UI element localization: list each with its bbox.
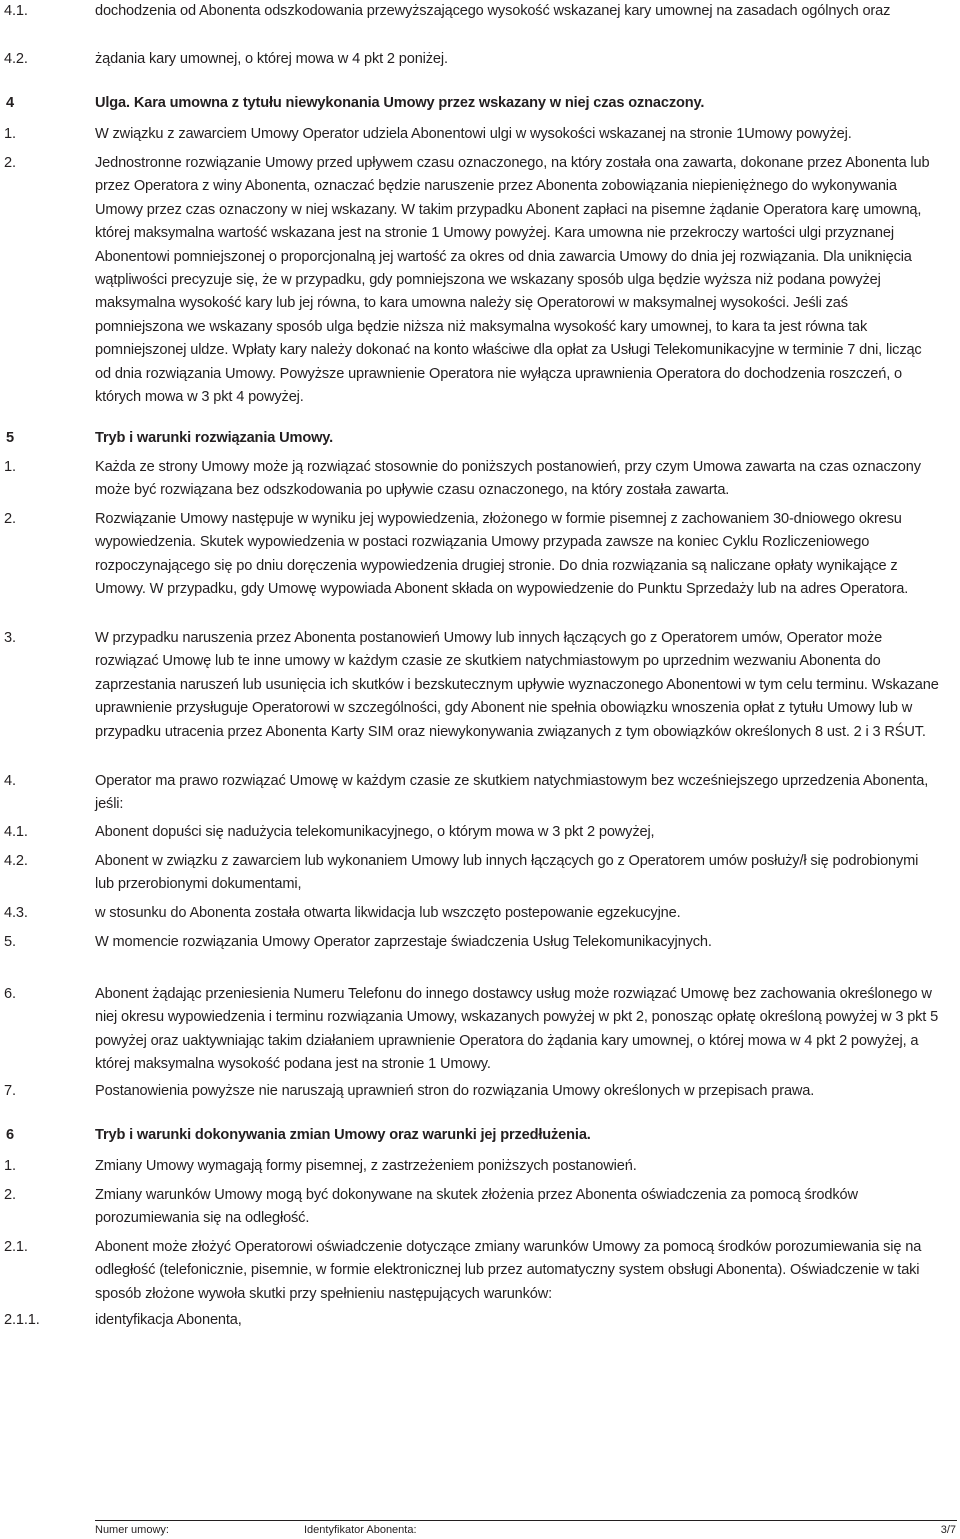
clause-number: 2. (4, 1187, 16, 1203)
clause-number: 1. (4, 126, 16, 142)
clause-text: Rozwiązanie Umowy następuje w wyniku jej wypowiedzenia, złożonego w formie pisemnej z zachowaniem 30-dniowego okresu wypowiedzenia. Skutek wypowiedzenia w postaci rozwiązania Umowy przypada zawsze na koniec Cyklu Rozliczeniowego rozpoczynającego się po dniu doręczenia wypowiedzenia drugiej stronie. Do dnia rozwiązania są naliczane opłaty wynikające z Umowy. W przypadku, gdy Umowę wypowiada Abonent składa on wypowiedzenie do Punktu Sprzedaży lub na adres Operatora. (95, 511, 909, 598)
clause-6-point-2-1-1 (0, 1309, 960, 1332)
clause-number: 4.2. (4, 51, 28, 67)
section-number: 4 (6, 95, 14, 111)
clause-number: 4.1. (4, 824, 28, 840)
clause-text: dochodzenia od Abonenta odszkodowania przewyższającego wysokość wskazanej kary umownej na zasadach ogólnych oraz (95, 3, 891, 19)
clause-text: Abonent żądając przeniesienia Numeru Telefonu do innego dostawcy usług może rozwiązać Umowę bez zachowania określonego w niej okresu wypowiedzenia i terminu rozwiązania Umowy, wskazanych powyżej w pkt 2, ponosząc opłatę określoną powyżej w 3 pkt 5 powyżej oraz uaktywniając takim działaniem uprawnienie Operatora do żądania kary umownej, o której mowa w 4 pkt 2 powyżej, a której maksymalna wysokość podana jest na stronie 1 Umowy. (95, 986, 939, 1073)
clause-number: 4.3. (4, 905, 28, 921)
section-title: Ulga. Kara umowna z tytułu niewykonania Umowy przez wskazany w niej czas oznaczony. (95, 95, 705, 111)
clause-text: Abonent dopuści się nadużycia telekomunikacyjnego, o którym mowa w 3 pkt 2 powyżej, (95, 824, 655, 840)
clause-text: Zmiany warunków Umowy mogą być dokonywane na skutek złożenia przez Abonenta oświadczenia za pomocą środków porozumiewania się na odległość. (95, 1187, 858, 1227)
clause-5-point-4-2 (0, 850, 960, 897)
page-footer (0, 1524, 960, 1538)
section-number: 6 (6, 1127, 14, 1143)
clause-number: 6. (4, 986, 16, 1002)
clause-5-point-6 (0, 983, 960, 1077)
section-heading-5 (0, 427, 960, 450)
clause-5-point-4 (0, 770, 960, 817)
clause-number: 3. (4, 630, 16, 646)
clause-text: Jednostronne rozwiązanie Umowy przed upływem czasu oznaczonego, na który została ona zawarta, dokonane przez Abonenta lub przez Operatora z winy Abonenta, oznaczać będzie naruszenie przez Abonenta zobowiązania niepieniężnego do wykonywania Umowy przez czas oznaczony w niej wskazany. W takim przypadku Abonent zapłaci na pisemne żądanie Operatora karę umowną, której maksymalna wartość wskazana jest na stronie 1 Umowy powyżej. Kara umowna nie przekroczy wartości ulgi przyznanej Abonentowi pomniejszonej o proporcjonalną jej wartość za okres od dnia zawarcia Umowy do dnia jej rozwiązania. Dla uniknięcia wątpliwości precyzuje się, że w przypadku, gdy pomniejszona we wskazany sposób ulga będzie wyższa niż podana powyżej maksymalna wysokość kary lub jej równa, to kara umowna należy się Operatorowi w maksymalnej wysokości. Jeśli zaś pomniejszona we wskazany sposób ulga będzie niższa niż maksymalna wysokość kary umownej, to kara ta jest równa tak pomniejszonej uldze. Wpłaty kary należy dokonać na konto właściwe dla opłat za Usługi Telekomunikacyjne w terminie 7 dni, licząc od dnia rozwiązania Umowy. Powyższe uprawnienie Operatora nie wyłącza uprawnienia Operatora do dochodzenia roszczeń, o których mowa w 3 pkt 4 powyżej. (95, 155, 930, 406)
clause-text: żądania kary umownej, o której mowa w 4 pkt 2 poniżej. (95, 51, 448, 67)
section-title: Tryb i warunki dokonywania zmian Umowy oraz warunki jej przedłużenia. (95, 1127, 591, 1143)
clause-text: Abonent w związku z zawarciem lub wykonaniem Umowy lub innych łączących go z Operatorem umów posłuży/ł się podrobionymi lub przerobionymi dokumentami, (95, 853, 919, 893)
contract-number-label: Numer umowy: (95, 1524, 169, 1536)
clause-4-2 (0, 48, 960, 71)
clause-number: 2.1. (4, 1239, 28, 1255)
clause-number: 1. (4, 459, 16, 475)
clause-text: W związku z zawarciem Umowy Operator udziela Abonentowi ulgi w wysokości wskazanej na stronie 1Umowy powyżej. (95, 126, 852, 142)
section-title: Tryb i warunki rozwiązania Umowy. (95, 430, 334, 446)
clause-text: Postanowienia powyższe nie naruszają uprawnień stron do rozwiązania Umowy określonych w przepisach prawa. (95, 1083, 815, 1099)
clause-number: 1. (4, 1158, 16, 1174)
clause-5-point-1 (0, 456, 960, 503)
clause-4-point-1 (0, 123, 960, 146)
subscriber-id-label: Identyfikator Abonenta: (304, 1524, 417, 1536)
clause-5-point-3 (0, 627, 960, 744)
clause-text: identyfikacja Abonenta, (95, 1312, 242, 1328)
clause-6-point-1 (0, 1155, 960, 1178)
clause-number: 4.1. (4, 3, 28, 19)
clause-number: 2. (4, 511, 16, 527)
clause-4-point-2 (0, 152, 960, 409)
clause-number: 2. (4, 155, 16, 171)
clause-text: W momencie rozwiązania Umowy Operator zaprzestaje świadczenia Usług Telekomunikacyjnych. (95, 934, 712, 950)
section-number: 5 (6, 430, 14, 446)
section-heading-6 (0, 1124, 960, 1147)
clause-4-1 (0, 0, 960, 23)
clause-text: Operator ma prawo rozwiązać Umowę w każdym czasie ze skutkiem natychmiastowym bez wcześniejszego uprzedzenia Abonenta, jeśli: (95, 773, 929, 813)
clause-5-point-2 (0, 508, 960, 602)
clause-5-point-4-1 (0, 821, 960, 844)
clause-text: Abonent może złożyć Operatorowi oświadczenie dotyczące zmiany warunków Umowy za pomocą środków porozumiewania się na odległość (telefonicznie, pisemnie, w formie elektronicznej lub przez automatyczny system obsługi Abonenta). Oświadczenie w taki sposób złożone wywoła skutki przy spełnieniu następujących warunków: (95, 1239, 922, 1302)
clause-text: Każda ze strony Umowy może ją rozwiązać stosownie do poniższych postanowień, przy czym Umowa zawarta na czas oznaczony może być rozwiązana bez odszkodowania po upływie czasu oznaczonego, na który została zawarta. (95, 459, 921, 499)
section-heading-4 (0, 92, 960, 115)
clause-number: 7. (4, 1083, 16, 1099)
clause-5-point-7 (0, 1080, 960, 1103)
footer-divider (95, 1520, 957, 1521)
clause-text: Zmiany Umowy wymagają formy pisemnej, z zastrzeżeniem poniższych postanowień. (95, 1158, 637, 1174)
clause-number: 5. (4, 934, 16, 950)
clause-6-point-2-1 (0, 1236, 960, 1306)
clause-5-point-4-3 (0, 902, 960, 925)
clause-number: 4. (4, 773, 16, 789)
clause-number: 4.2. (4, 853, 28, 869)
clause-5-point-5 (0, 931, 960, 954)
clause-text: w stosunku do Abonenta została otwarta likwidacja lub wszczęto postepowanie egzekucyjne. (95, 905, 681, 921)
clause-number: 2.1.1. (4, 1312, 40, 1328)
clause-6-point-2 (0, 1184, 960, 1231)
clause-text: W przypadku naruszenia przez Abonenta postanowień Umowy lub innych łączących go z Operatorem umów, Operator może rozwiązać Umowę lub te inne umowy w każdym czasie ze skutkiem natychmiastowym po uprzednim wezwaniu Abonenta do zaprzestania naruszeń lub usunięcia ich skutków i bezskutecznym upływie wyznaczonego Abonentowi w tym celu terminu. Wskazane uprawnienie przysługuje Operatorowi w szczególności, gdy Abonent nie spełnia obowiązku wnoszenia opłat z tytułu Umowy lub w przypadku utracenia przez Abonenta Karty SIM oraz niewykonywania związanych z tym obowiązków określonych 8 ust. 2 i 3 RŚUT. (95, 630, 939, 740)
page-number: 3/7 (940, 1524, 956, 1536)
